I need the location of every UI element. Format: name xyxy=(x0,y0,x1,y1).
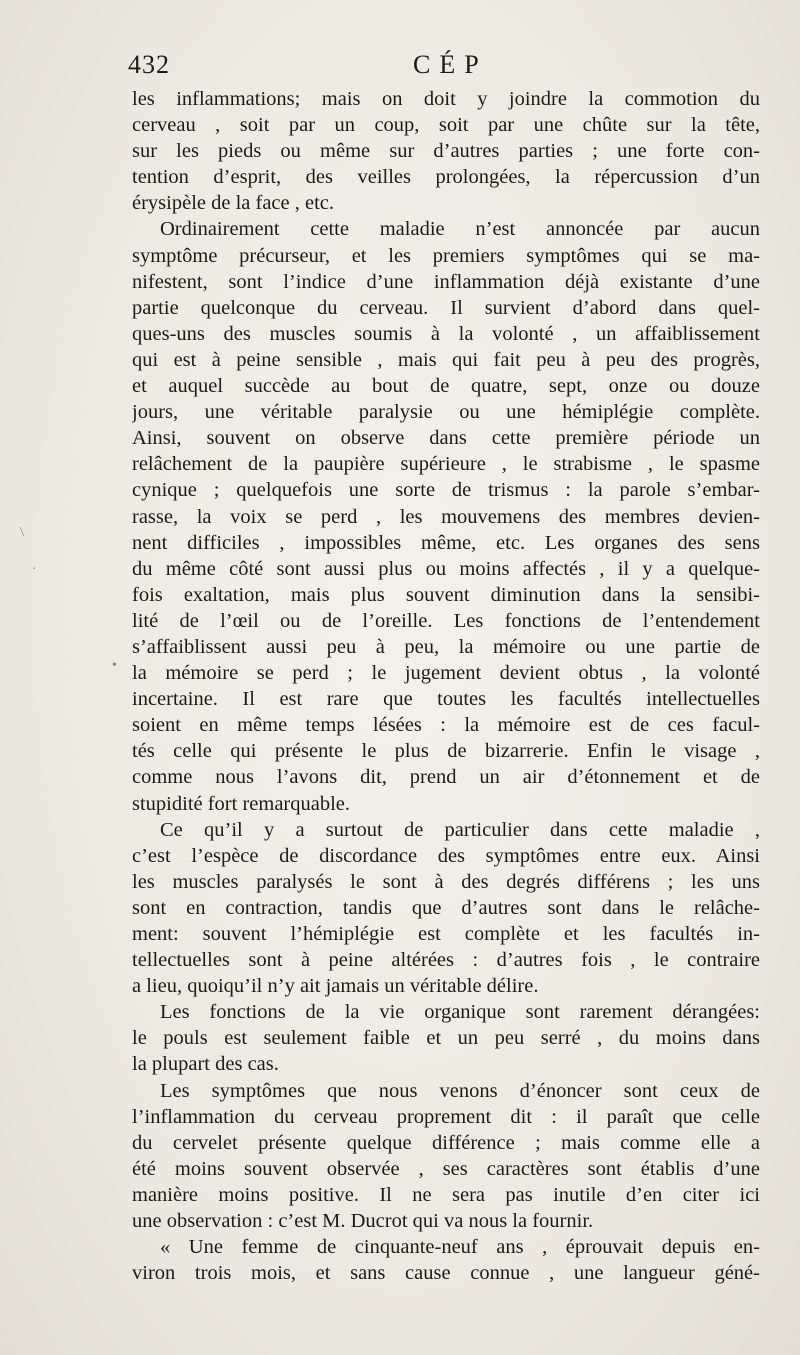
text-line: fois exaltation, mais plus souvent diminution dans la sensibi- xyxy=(132,583,760,606)
text-line: soient en même temps lésées : la mémoire est de ces facul- xyxy=(132,714,760,737)
margin-dot: · xyxy=(32,562,37,577)
text-line: relâchement de la paupière supérieure , le strabisme , le spasme xyxy=(132,453,760,476)
text-line: « Une femme de cinquante-neuf ans , éprouvait depuis en- xyxy=(160,1236,760,1259)
text-line: manière moins positive. Il ne sera pas inutile d’en citer ici xyxy=(132,1183,760,1206)
text-line: cerveau , soit par un coup, soit par une chûte sur la tête, xyxy=(132,114,760,137)
text-line: s’affaiblissent aussi peu à peu, la mémoire ou une partie de xyxy=(132,635,760,658)
text-line: c’est l’espèce de discordance des symptômes entre eux. Ainsi xyxy=(132,844,760,867)
text-line: l’inflammation du cerveau proprement dit : il paraît que celle xyxy=(132,1105,760,1128)
running-head: CÉP xyxy=(413,50,488,79)
text-line: cynique ; quelquefois une sorte de trismus : la parole s’embar- xyxy=(132,479,760,502)
text-line: qui est à peine sensible , mais qui fait peu à peu des progrès, xyxy=(132,348,760,371)
text-line: tés celle qui présente le plus de bizarrerie. Enfin le visage , xyxy=(132,740,760,763)
text-line: du même côté sont aussi plus ou moins affectés , il y a quelque- xyxy=(132,557,760,580)
text-line: comme nous l’avons dit, prend un air d’étonnement et de xyxy=(132,766,760,789)
text-line: a lieu, quoiqu’il n’y ait jamais un véritable délire. xyxy=(132,975,539,998)
text-line: sont en contraction, tandis que d’autres sont dans le relâche- xyxy=(132,896,760,919)
text-line: ques-uns des muscles soumis à la volonté , un affaiblissement xyxy=(132,322,760,345)
text-line: les muscles paralysés le sont à des degrés différens ; les uns xyxy=(132,870,760,893)
text-line: jours, une véritable paralysie ou une hémiplégie complète. xyxy=(132,401,760,424)
margin-mark: \ xyxy=(20,525,24,540)
text-line: nifestent, sont l’indice d’une inflammation déjà existante d’une xyxy=(132,270,760,293)
text-line: tention d’esprit, des veilles prolongées, la répercussion d’un xyxy=(132,166,760,189)
text-line: lité de l’œil ou de l’oreille. Les fonctions de l’entendement xyxy=(132,609,760,632)
text-line: érysipèle de la face , etc. xyxy=(132,192,335,215)
text-line: la plupart des cas. xyxy=(132,1053,279,1076)
text-line: été moins souvent observée , ses caractères sont établis d’une xyxy=(132,1157,760,1180)
page-header xyxy=(128,50,760,86)
text-line: Ainsi, souvent on observe dans cette première période un xyxy=(132,427,760,450)
text-line: et auquel succède au bout de quatre, sept, onze ou douze xyxy=(132,375,760,398)
text-line: viron trois mois, et sans cause connue , une langueur géné- xyxy=(132,1262,760,1285)
text-line: Les fonctions de la vie organique sont rarement dérangées: xyxy=(160,1001,760,1024)
text-line: nent difficiles , impossibles même, etc. Les organes des sens xyxy=(132,531,760,554)
text-line: sur les pieds ou même sur d’autres parties ; une forte con- xyxy=(132,140,760,163)
text-line: une observation : c’est M. Ducrot qui va nous la fournir. xyxy=(132,1210,594,1233)
text-line: les inflammations; mais on doit y joindre la commotion du xyxy=(132,88,760,110)
text-line: tellectuelles sont à peine altérées : d’autres fois , le contraire xyxy=(132,949,760,972)
text-line: rasse, la voix se perd , les mouvemens des membres devien- xyxy=(132,505,760,528)
text-line: Les symptômes que nous venons d’énoncer sont ceux de xyxy=(160,1079,760,1102)
text-line: ment: souvent l’hémiplégie est complète et les facultés in- xyxy=(132,923,760,945)
text-line: symptôme précurseur, et les premiers symptômes qui se ma- xyxy=(132,244,760,267)
text-line: stupidité fort remarquable. xyxy=(132,792,351,815)
text-line: la mémoire se perd ; le jugement devient obtus , la volonté xyxy=(132,662,760,685)
text-line: Ordinairement cette maladie n’est annoncée par aucun xyxy=(160,218,760,241)
text-line: Ce qu’il y a surtout de particulier dans cette maladie , xyxy=(160,818,760,841)
text-line: incertaine. Il est rare que toutes les facultés intellectuelles xyxy=(132,688,760,711)
page-number: 432 xyxy=(128,50,170,79)
text-line: le pouls est seulement faible et un peu serré , du moins dans xyxy=(132,1027,760,1050)
text-line: partie quelconque du cerveau. Il survient d’abord dans quel- xyxy=(132,296,760,319)
text-line: du cervelet présente quelque différence ; mais comme elle a xyxy=(132,1131,760,1154)
margin-dot: • xyxy=(112,658,117,673)
body-text xyxy=(132,86,760,1286)
